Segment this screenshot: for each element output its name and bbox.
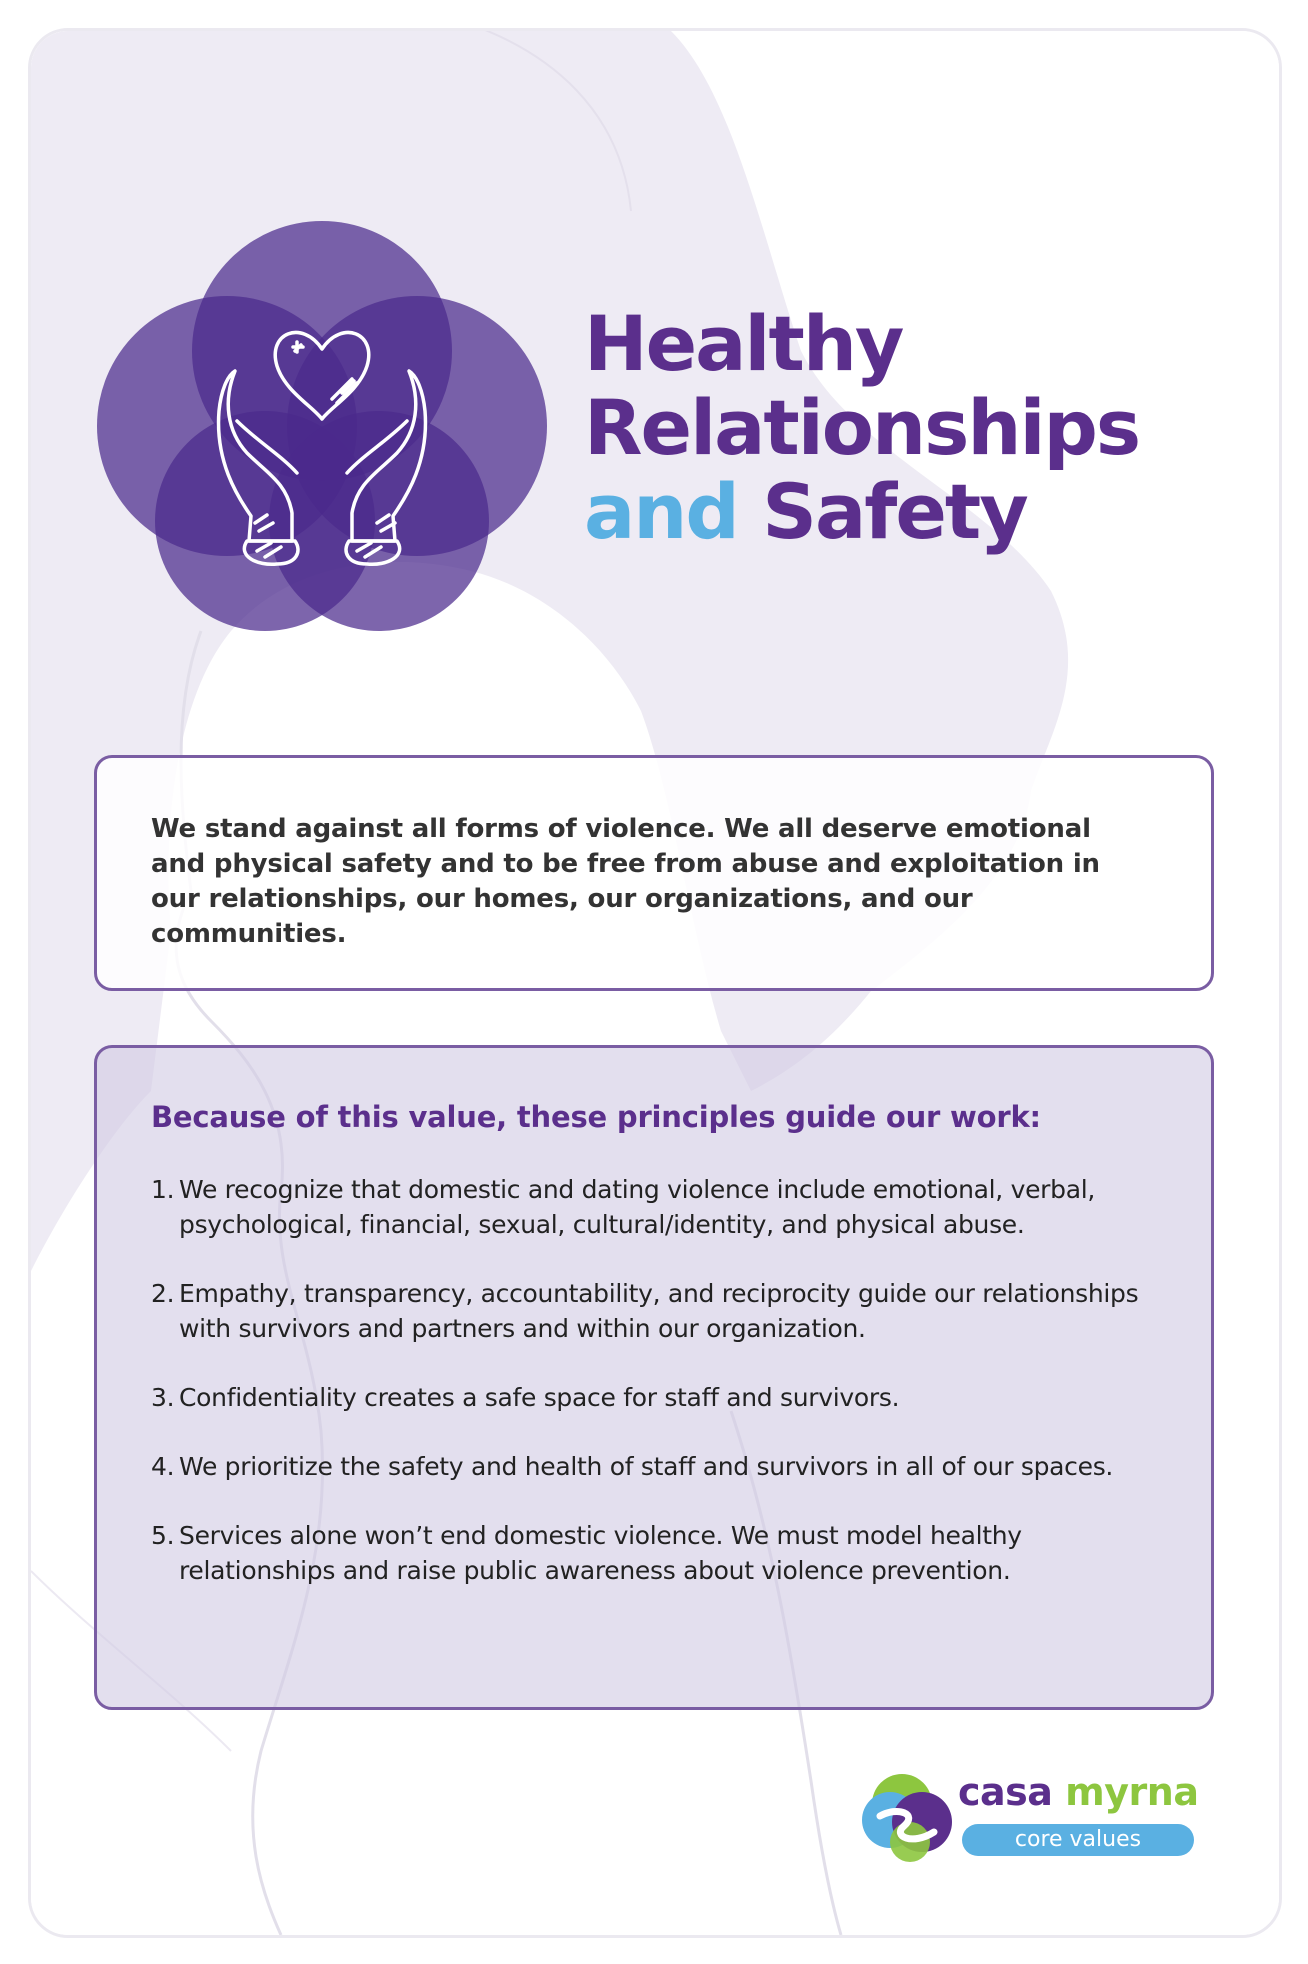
hands-heart-emblem <box>97 221 547 633</box>
principle-item <box>151 1449 1161 1484</box>
logo-word-casa: casa <box>958 1770 1053 1814</box>
title-line-2: Relationships <box>584 383 1140 472</box>
casa-myrna-logo <box>858 1770 1198 1870</box>
principle-text: Services alone won’t end domestic violence. We must model healthy relationships and raise public awareness about violence prevention. <box>179 1521 1022 1585</box>
logo-tagline: core values <box>962 1824 1194 1856</box>
principles-heading: Because of this value, these principles guide our work: <box>151 1100 1041 1134</box>
principle-number: 2. <box>151 1279 175 1308</box>
principle-number: 1. <box>151 1175 175 1204</box>
casa-myrna-logo-mark <box>858 1770 962 1864</box>
value-statement-text: We stand against all forms of violence. We all deserve emotional and physical safety and to be free from abuse and exploitation in our relationships, our homes, our organizations, and our communities. <box>151 814 1100 949</box>
page-title <box>584 299 1140 556</box>
principle-text: Empathy, transparency, accountability, and reciprocity guide our relationships with survivors and partners and within our organization. <box>179 1279 1139 1343</box>
principles-box <box>94 1045 1214 1710</box>
title-accent-word: and <box>584 467 738 556</box>
principle-item <box>151 1172 1161 1242</box>
principle-item <box>151 1518 1161 1588</box>
principles-list <box>151 1172 1161 1622</box>
title-line-3 <box>584 467 1139 556</box>
principle-number: 3. <box>151 1383 175 1412</box>
principle-text: We recognize that domestic and dating violence include emotional, verbal, psychological, financial, sexual, cultural/identity, and physical abuse. <box>179 1175 1096 1239</box>
principle-item <box>151 1380 1161 1415</box>
principle-item <box>151 1276 1161 1346</box>
principle-text: We prioritize the safety and health of staff and survivors in all of our spaces. <box>179 1452 1114 1481</box>
principle-number: 5. <box>151 1521 175 1550</box>
value-statement-box <box>94 755 1214 991</box>
logo-wordmark <box>958 1770 1198 1814</box>
logo-word-myrna: myrna <box>1065 1770 1199 1814</box>
title-line-1: Healthy <box>584 299 903 388</box>
title-last-word: Safety <box>762 467 1027 556</box>
principle-text: Confidentiality creates a safe space for staff and survivors. <box>179 1383 900 1412</box>
principle-number: 4. <box>151 1452 175 1481</box>
